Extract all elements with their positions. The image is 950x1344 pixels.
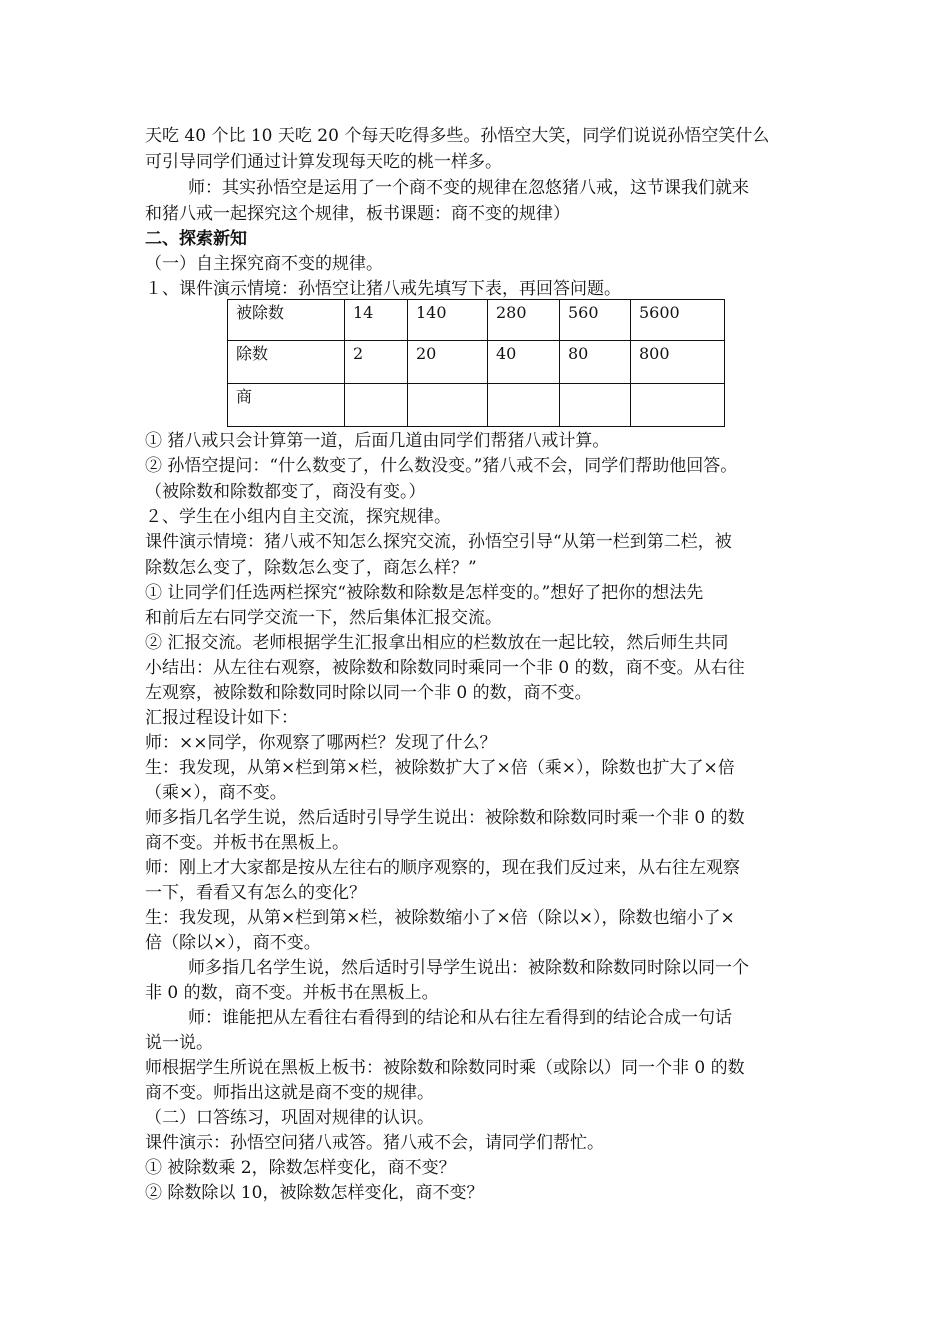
text-line: ① 被除数乘 2，除数怎样变化，商不变？ — [145, 1158, 456, 1178]
division-table — [227, 299, 725, 427]
table-cell: 140 — [408, 300, 488, 341]
section-heading: 二、探索新知 — [145, 229, 247, 249]
text-line: 和猪八戒一起探究这个规律，板书课题：商不变的规律） — [145, 204, 570, 224]
text-line: 一下，看看又有怎么的变化？ — [145, 883, 366, 903]
table-row-quotient — [228, 384, 725, 427]
table-cell: 80 — [560, 341, 631, 384]
text-line: 师根据学生所说在黑板上板书：被除数和除数同时乘（或除以）同一个非 0 的数 — [145, 1058, 745, 1078]
text-line: 倍（除以×），商不变。 — [145, 933, 321, 953]
table-cell: 被除数 — [228, 300, 345, 341]
table-cell: 5600 — [631, 300, 725, 341]
text-line: 课件演示情境：猪八戒不知怎么探究交流，孙悟空引导“从第一栏到第二栏，被 — [145, 532, 732, 552]
text-line: 生：我发现，从第×栏到第×栏，被除数缩小了×倍（除以×），除数也缩小了× — [145, 908, 735, 928]
table-cell: 560 — [560, 300, 631, 341]
text-line: ① 猪八戒只会计算第一道，后面几道由同学们帮猪八戒计算。 — [145, 431, 610, 451]
text-line: 师：谁能把从左看往右看得到的结论和从右往左看得到的结论合成一句话 — [188, 1008, 732, 1028]
text-line: 和前后左右同学交流一下，然后集体汇报交流。 — [145, 608, 502, 628]
table-cell: 14 — [345, 300, 408, 341]
text-line: 左观察，被除数和除数同时除以同一个非 0 的数，商不变。 — [145, 683, 592, 703]
table-cell — [560, 384, 631, 427]
text-line: （被除数和除数都变了，商没有变。） — [145, 482, 426, 502]
text-line: 商不变。师指出这就是商不变的规律。 — [145, 1083, 434, 1103]
text-line: 非 0 的数，商不变。并板书在黑板上。 — [145, 983, 439, 1003]
table-cell: 商 — [228, 384, 345, 427]
table-row-divisor — [228, 341, 725, 384]
table-row-dividend — [228, 300, 725, 341]
table-cell: 2 — [345, 341, 408, 384]
subsection-heading: （二）口答练习，巩固对规律的认识。 — [145, 1108, 434, 1128]
text-line: 天吃 40 个比 10 天吃 20 个每天吃得多些。孙悟空大笑，同学们说说孙悟空笑什么 — [145, 126, 770, 146]
table-cell — [631, 384, 725, 427]
table-cell: 800 — [631, 341, 725, 384]
table-cell — [488, 384, 560, 427]
text-line: 师：其实孙悟空是运用了一个商不变的规律在忽悠猪八戒，这节课我们就来 — [188, 178, 749, 198]
text-line: 除数怎么变了，除数怎么变了，商怎么样？” — [145, 558, 477, 578]
text-line: 小结出：从左往右观察，被除数和除数同时乘同一个非 0 的数，商不变。从右往 — [145, 658, 745, 678]
text-line: 商不变。并板书在黑板上。 — [145, 833, 349, 853]
text-line: 师：××同学，你观察了哪两栏？发现了什么？ — [145, 733, 497, 753]
text-line: ② 除数除以 10，被除数怎样变化，商不变？ — [145, 1183, 484, 1203]
text-line: 可引导同学们通过计算发现每天吃的桃一样多。 — [145, 152, 502, 172]
text-line: 师多指几名学生说，然后适时引导学生说出：被除数和除数同时乘一个非 0 的数 — [145, 808, 745, 828]
text-line: １、课件演示情境：孙悟空让猪八戒先填写下表，再回答问题。 — [145, 279, 621, 299]
table-cell: 280 — [488, 300, 560, 341]
table-cell — [408, 384, 488, 427]
table-cell — [345, 384, 408, 427]
text-line: 汇报过程设计如下： — [145, 708, 298, 728]
text-line: ② 汇报交流。老师根据学生汇报拿出相应的栏数放在一起比较，然后师生共同 — [145, 633, 729, 653]
subsection-heading: （一）自主探究商不变的规律。 — [145, 254, 383, 274]
text-line: ① 让同学们任选两栏探究“被除数和除数是怎样变的。”想好了把你的想法先 — [145, 583, 704, 603]
text-line: 课件演示：孙悟空问猪八戒答。猪八戒不会，请同学们帮忙。 — [145, 1133, 604, 1153]
text-line: ２、学生在小组内自主交流，探究规律。 — [145, 507, 451, 527]
text-line: （乘×），商不变。 — [145, 783, 287, 803]
table-cell: 40 — [488, 341, 560, 384]
table-cell: 除数 — [228, 341, 345, 384]
text-line: 师：刚上才大家都是按从左往右的顺序观察的，现在我们反过来，从右往左观察 — [145, 858, 740, 878]
text-line: 生：我发现，从第×栏到第×栏，被除数扩大了×倍（乘×），除数也扩大了×倍 — [145, 758, 735, 778]
text-line: 说一说。 — [145, 1033, 213, 1053]
text-line: 师多指几名学生说，然后适时引导学生说出：被除数和除数同时除以同一个 — [188, 958, 749, 978]
table-cell: 20 — [408, 341, 488, 384]
text-line: ② 孙悟空提问：“什么数变了，什么数没变。”猪八戒不会，同学们帮助他回答。 — [145, 456, 738, 476]
